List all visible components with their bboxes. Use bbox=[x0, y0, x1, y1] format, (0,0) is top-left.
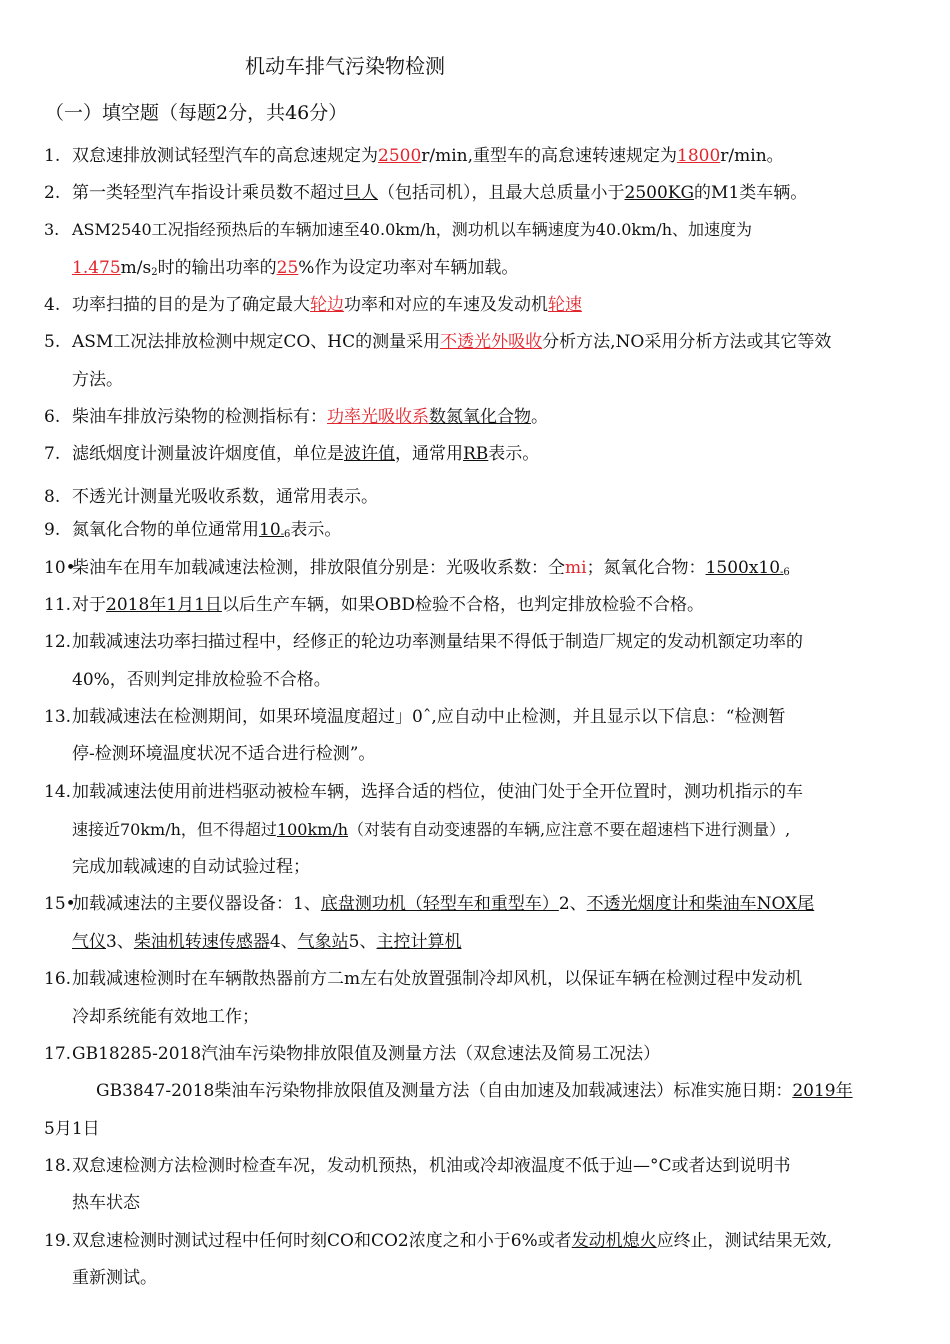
answer-text: 2019年 bbox=[792, 1081, 853, 1101]
answer-text: $10_{-6}$ bbox=[259, 520, 291, 540]
answer-text: 2018年1月1日 bbox=[106, 595, 222, 615]
question-16: 16.加载减速检测时在车辆散热器前方二m左右处放置强制冷却风机，以保证车辆在检测过程中发动机 bbox=[44, 969, 803, 989]
answer-text: 100km/h bbox=[276, 820, 349, 839]
question-3: 3. ASM2540工况指经预热后的车辆加速至40.0km/h，测功机以车辆速度为40.0km/h、加速度为 bbox=[44, 218, 752, 242]
answer-text: 不透光外吸收 bbox=[440, 332, 543, 352]
question-number: 19. bbox=[44, 1231, 72, 1251]
page-title: 机动车排气污染物检测 bbox=[245, 54, 445, 78]
question-3-cont: $1.475m/s_2$时的输出功率的25%作为设定功率对车辆加载。 bbox=[72, 258, 519, 278]
question-number: 3. bbox=[44, 220, 60, 239]
question-9: 9. 氮氧化合物的单位通常用$10_{-6}$表示。 bbox=[44, 520, 342, 540]
answer-text: RB bbox=[463, 444, 489, 464]
question-12-cont: 40%，否则判定排放检验不合格。 bbox=[72, 670, 331, 690]
answer-text: $1500x10_{-6}$ bbox=[705, 558, 790, 578]
question-18-cont: 热车状态 bbox=[72, 1193, 140, 1213]
question-6: 6. 柴油车排放污染物的检测指标有：功率光吸收系数氮氧化合物。 bbox=[44, 407, 548, 427]
question-7: 7. 滤纸烟度计测量波许烟度值，单位是波许值，通常用RB表示。 bbox=[44, 444, 540, 464]
question-number: 7. bbox=[44, 444, 61, 464]
question-2: 2. 第一类轻型汽车指设计乘员数不超过旦人（包括司机），且最大总质量小于2500KG的M1类车辆。 bbox=[44, 183, 808, 203]
question-15-cont: 气仪3、柴油机转速传感器4、气象站5、主控计算机 bbox=[72, 932, 462, 952]
question-number: 17. bbox=[44, 1044, 72, 1064]
question-5: 5. ASM工况法排放检测中规定CO、HC的测量采用不透光外吸收分析方法,NO采用分析方法或其它等效 bbox=[44, 332, 832, 352]
answer-text: 旦人 bbox=[344, 183, 378, 203]
answer-text: 功率光吸收系 bbox=[327, 407, 429, 427]
question-13: 13.加载减速法在检测期间，如果环境温度超过」0ˆ,应自动中止检测，并且显示以下信息：“检测暂 bbox=[44, 707, 786, 727]
answer-text: 1800 bbox=[677, 146, 721, 166]
answer-text: 波许值 bbox=[344, 444, 395, 464]
answer-text: 2500KG bbox=[624, 183, 695, 203]
answer-text: 数氮氧化合物 bbox=[429, 407, 531, 427]
question-18: 18.双怠速检测方法检测时检查车况，发动机预热，机油或冷却液温度不低于辿—°C或者达到说明书 bbox=[44, 1156, 791, 1176]
answer-text: 气仪 bbox=[72, 932, 106, 952]
question-number: 4. bbox=[44, 295, 61, 315]
question-12: 12.加载减速法功率扫描过程中，经修正的轮边功率测量结果不得低于制造厂规定的发动机额定功率的 bbox=[44, 632, 803, 652]
answer-text: 2500 bbox=[378, 146, 422, 166]
question-14-cont2: 完成加载减速的自动试验过程； bbox=[72, 857, 310, 877]
answer-text: 25 bbox=[276, 258, 299, 278]
answer-text: 1.475 bbox=[72, 258, 121, 278]
question-number: 12. bbox=[44, 632, 72, 652]
question-8: 8. 不透光计测量光吸收系数，通常用表示。 bbox=[44, 487, 378, 507]
question-number: 13. bbox=[44, 707, 72, 727]
answer-text: 不透光烟度计和柴油车NOX尾 bbox=[586, 894, 815, 914]
answer-text: 主控计算机 bbox=[376, 932, 462, 952]
answer-text: 气象站 bbox=[297, 932, 349, 952]
question-number: 10• bbox=[44, 558, 76, 578]
question-number: 18. bbox=[44, 1156, 72, 1176]
question-4: 4. 功率扫描的目的是为了确定最大轮边功率和对应的车速及发动机轮速 bbox=[44, 295, 582, 315]
question-10: 10•柴油车在用车加载减速法检测，排放限值分别是：光吸收系数：仝mi；氮氧化合物：$1500x10_{-6}$ bbox=[44, 558, 790, 578]
question-number: 11. bbox=[44, 595, 72, 615]
answer-text: 底盘测功机（轻型车和重型车） bbox=[320, 894, 559, 914]
answer-text: mi bbox=[565, 558, 587, 578]
question-number: 1. bbox=[44, 146, 61, 166]
question-16-cont: 冷却系统能有效地工作； bbox=[72, 1007, 259, 1027]
question-number: 16. bbox=[44, 969, 72, 989]
question-number: 15• bbox=[44, 894, 76, 914]
question-15: 15•加载减速法的主要仪器设备：1、底盘测功机（轻型车和重型车）2、不透光烟度计和柴油车NOX尾 bbox=[44, 894, 815, 914]
question-17-cont2: 5月1日 bbox=[44, 1119, 100, 1139]
answer-text: 轮边 bbox=[310, 295, 344, 315]
question-number: 5. bbox=[44, 332, 61, 352]
question-17-cont: GB3847-2018柴油车污染物排放限值及测量方法（自由加速及加载减速法）标准实施日期：2019年 bbox=[96, 1081, 853, 1101]
question-13-cont: 停-检测环境温度状况不适合进行检测”。 bbox=[72, 744, 376, 764]
question-number: 2. bbox=[44, 183, 61, 203]
question-5-cont: 方法。 bbox=[72, 370, 123, 390]
question-number: 14. bbox=[44, 782, 72, 802]
answer-text: 柴油机转速传感器 bbox=[133, 932, 270, 952]
question-1: 1. 双怠速排放测试轻型汽车的高怠速规定为2500r/min,重型车的高怠速转速规定为1800r/min。 bbox=[44, 146, 784, 166]
section-heading: （一）填空题（每题2分，共46分） bbox=[45, 102, 348, 124]
question-19: 19.双怠速检测时测试过程中任何时刻CO和CO2浓度之和小于6%或者发动机熄火应终止，测试结果无效, bbox=[44, 1231, 833, 1251]
question-19-cont: 重新测试。 bbox=[72, 1268, 157, 1288]
question-14: 14.加载减速法使用前进档驱动被检车辆，选择合适的档位，使油门处于全开位置时，测功机指示的车 bbox=[44, 782, 803, 802]
question-17: 17.GB18285-2018汽油车污染物排放限值及测量方法（双怠速法及简易工况法） bbox=[44, 1044, 661, 1064]
question-number: 8. bbox=[44, 487, 61, 507]
question-11: 11.对于2018年1月1日以后生产车辆，如果OBD检验不合格，也判定排放检验不合格。 bbox=[44, 595, 704, 615]
answer-text: 发动机熄火 bbox=[571, 1231, 657, 1251]
question-number: 6. bbox=[44, 407, 61, 427]
question-14-cont: 速接近70km/h，但不得超过100km/h（对装有自动变速器的车辆,应注意不要在超速档下进行测量）, bbox=[72, 820, 791, 839]
question-number: 9. bbox=[44, 520, 61, 540]
answer-text: 轮速 bbox=[548, 295, 582, 315]
